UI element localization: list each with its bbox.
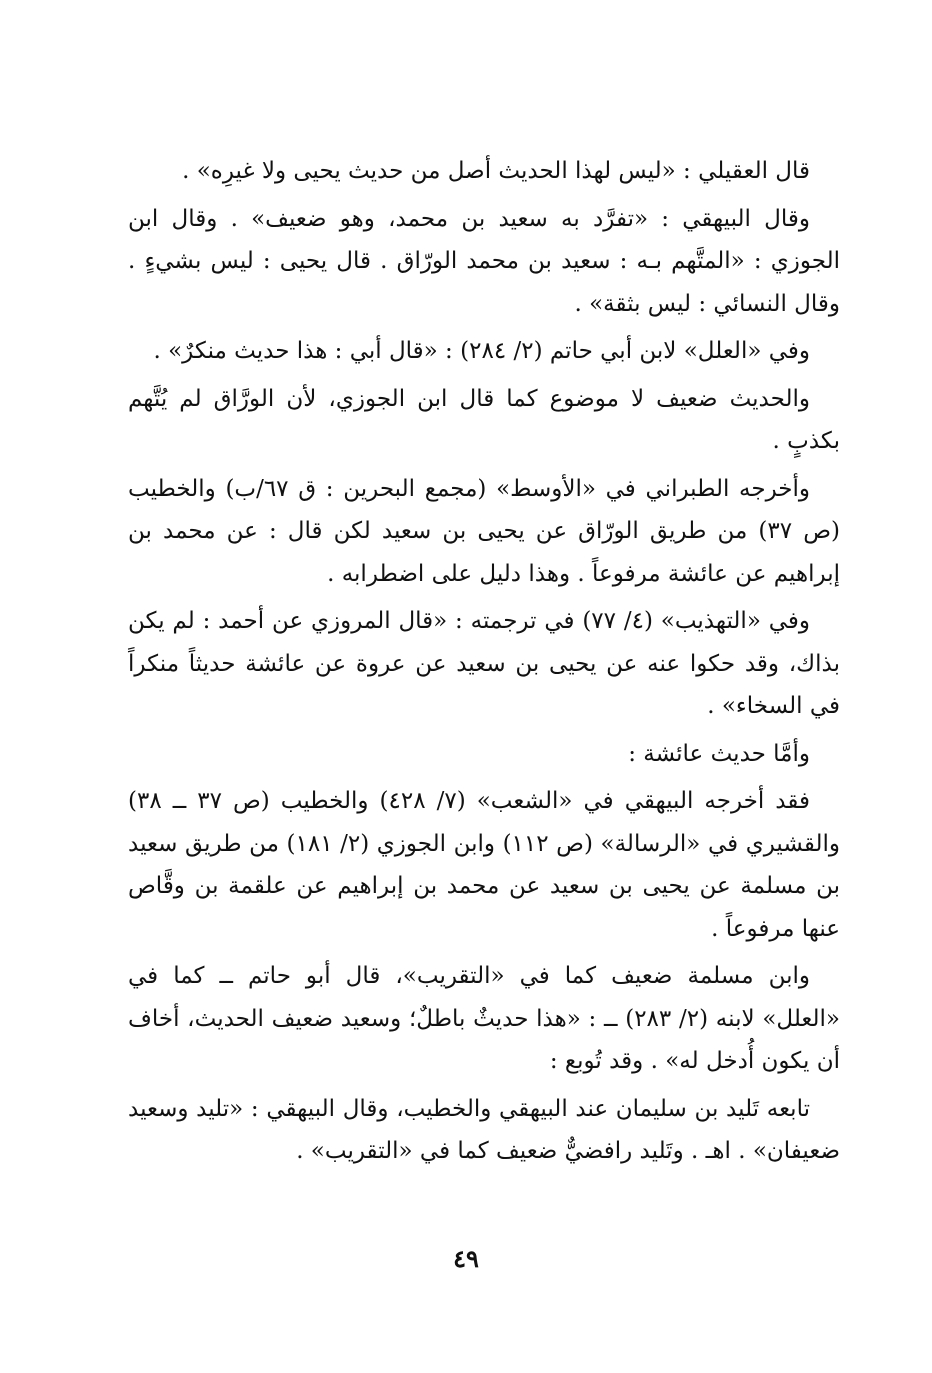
paragraph-ilal-ibn-abi-hatim: وفي «العلل» لابن أبي حاتم (٢/ ٢٨٤) : «قال أبي : هذا حديث منكرٌ» . xyxy=(153,338,810,364)
paragraph-bayhaqi-quote: وقال البيهقي : «تفرَّد به سعيد بن محمد، وهو ضعيف» . وقال ابن الجوزي : «المتَّهم بـه : سعيد بن محمد الورّاق . قال يحيى : ليس بشيءٍ . وقال النسائي : ليس بثقة» . xyxy=(128,205,840,317)
paragraph-talid: تابعه تَليد بن سليمان عند البيهقي والخطيب، وقال البيهقي : «تليد وسعيد ضعيفان» . اهـ . وتَليد رافضيٌّ ضعيف كما في «التقريب» . xyxy=(128,1095,840,1164)
paragraph-tahdhib-quote: وفي «التهذيب» (٤/ ٧٧) في ترجمته : «قال المروزي عن أحمد : لم يكن بذاك، وقد حكوا عنه عن يحيى بن سعيد عن عروة عن عائشة حديثاً منكراً في السخاء» . xyxy=(128,608,840,719)
paragraph-aqili-quote: قال العقيلي : «ليس لهذا الحديث أصل من حديث يحيى ولا غيرِه» . xyxy=(182,158,810,184)
paragraph-hadith-grading: والحديث ضعيف لا موضوع كما قال ابن الجوزي، لأن الورَّاق لم يُتَّهم بكذبٍ . xyxy=(128,385,840,454)
paragraph-aisha-takhrij: فقد أخرجه البيهقي في «الشعب» (٧/ ٤٢٨) والخطيب (ص ٣٧ ــ ٣٨) والقشيري في «الرسالة» (ص ١١٢) وابن الجوزي (٢/ ١٨١) من طريق سعيد بن مسلمة عن يحيى بن سعيد عن محمد بن إبراهيم عن علقمة بن وقَّاص عنها مرفوعاً . xyxy=(128,788,840,942)
paragraph-aisha-heading: وأمَّا حديث عائشة : xyxy=(628,740,810,767)
paragraph-ibn-maslama: وابن مسلمة ضعيف كما في «التقريب»، قال أبو حاتم ــ كما في «العلل» لابنه (٢/ ٢٨٣) ــ : «هذا حديثٌ باطلٌ؛ وسعيد ضعيف الحديث، أخاف أن يكون أُدخل له» . وقد تُوبع : xyxy=(128,963,841,1074)
page-body xyxy=(128,150,840,1178)
page-number: ٤٩ xyxy=(453,1244,479,1273)
paragraph-tabarani-takhrij: وأخرجه الطبراني في «الأوسط» (مجمع البحرين : ق ٦٧/ب) والخطيب (ص ٣٧) من طريق الورّاق عن يحيى بن سعيد لكن قال : عن محمد بن إبراهيم عن عائشة مرفوعاً . وهذا دليل على اضطرابه . xyxy=(128,475,840,587)
